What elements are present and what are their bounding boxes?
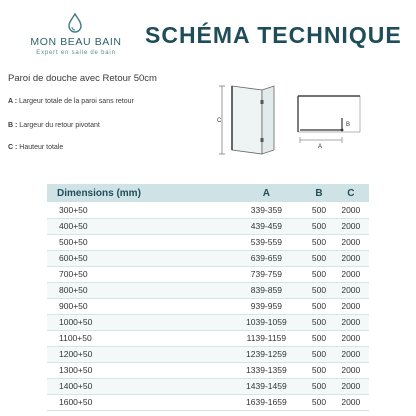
- table-row: [47, 218, 369, 234]
- cell-a: 439-459: [227, 218, 305, 234]
- brand-logo: [14, 12, 138, 62]
- cell-dimensions: 300+50: [47, 202, 227, 218]
- cell-dimensions: 900+50: [47, 298, 227, 314]
- cell-dimensions: 400+50: [47, 218, 227, 234]
- table-row: [47, 314, 369, 330]
- cell-a: 1339-1359: [227, 362, 305, 378]
- cell-a: 839-859: [227, 282, 305, 298]
- table-row: [47, 346, 369, 362]
- header-b: B: [305, 184, 332, 202]
- cell-b: 500: [305, 234, 332, 250]
- cell-a: 1039-1059: [227, 314, 305, 330]
- cell-c: 2000: [333, 234, 369, 250]
- cell-a: 1639-1659: [227, 394, 305, 410]
- water-drop-icon: [64, 12, 86, 34]
- cell-c: 2000: [333, 218, 369, 234]
- cell-b: 500: [305, 394, 332, 410]
- cell-b: 500: [305, 250, 332, 266]
- cell-a: 1239-1259: [227, 346, 305, 362]
- cell-c: 2000: [333, 298, 369, 314]
- cell-dimensions: 700+50: [47, 266, 227, 282]
- cell-dimensions: 800+50: [47, 282, 227, 298]
- cell-dimensions: 500+50: [47, 234, 227, 250]
- cell-c: 2000: [333, 378, 369, 394]
- cell-dimensions: 1600+50: [47, 394, 227, 410]
- cell-dimensions: 1400+50: [47, 378, 227, 394]
- cell-dimensions: 1200+50: [47, 346, 227, 362]
- cell-b: 500: [305, 202, 332, 218]
- cell-a: 539-559: [227, 234, 305, 250]
- front-view-diagram: [214, 80, 286, 162]
- cell-dimensions: 600+50: [47, 250, 227, 266]
- brand-tagline: Expert en salle de bain: [36, 50, 116, 56]
- cell-c: 2000: [333, 266, 369, 282]
- top-view-diagram: [296, 92, 366, 152]
- table-row: [47, 282, 369, 298]
- cell-c: 2000: [333, 282, 369, 298]
- cell-a: 939-959: [227, 298, 305, 314]
- cell-dimensions: 1000+50: [47, 314, 227, 330]
- legend-item-c: [8, 144, 208, 151]
- cell-a: 739-759: [227, 266, 305, 282]
- legend-text-b: Largeur du retour pivotant: [19, 122, 100, 129]
- cell-c: 2000: [333, 314, 369, 330]
- legend-key-b: B :: [8, 122, 18, 129]
- legend-key-c: C :: [8, 144, 18, 151]
- shower-tray-outline: [298, 96, 360, 132]
- cell-b: 500: [305, 218, 332, 234]
- cell-b: 500: [305, 346, 332, 362]
- cell-c: 2000: [333, 250, 369, 266]
- cell-a: 339-359: [227, 202, 305, 218]
- cell-a: 639-659: [227, 250, 305, 266]
- cell-dimensions: 1300+50: [47, 362, 227, 378]
- dimension-label-b: B: [346, 122, 351, 128]
- header-a: A: [227, 184, 305, 202]
- table-row: [47, 234, 369, 250]
- table-row: [47, 298, 369, 314]
- legend-text-c: Hauteur totale: [19, 144, 64, 151]
- cell-b: 500: [305, 282, 332, 298]
- hinge-bottom: [261, 138, 264, 142]
- cell-dimensions: 1100+50: [47, 330, 227, 346]
- cell-c: 2000: [333, 202, 369, 218]
- table-row: [47, 250, 369, 266]
- brand-name: MON BEAU BAIN: [30, 36, 122, 48]
- legend-text-a: Largeur totale de la paroi sans retour: [19, 98, 134, 105]
- cell-c: 2000: [333, 362, 369, 378]
- header-c: C: [333, 184, 369, 202]
- header-dimensions: Dimensions (mm): [47, 184, 227, 202]
- product-subtitle: Paroi de douche avec Retour 50cm: [8, 73, 157, 84]
- pivot-point: [341, 129, 344, 132]
- table-row: [47, 362, 369, 378]
- dimension-label-c: C: [217, 118, 222, 124]
- cell-a: 1139-1159: [227, 330, 305, 346]
- dimension-label-a: A: [318, 144, 323, 150]
- legend-item-b: [8, 122, 208, 129]
- table-row: [47, 330, 369, 346]
- cell-c: 2000: [333, 394, 369, 410]
- table-row: [47, 394, 369, 410]
- table-row: [47, 202, 369, 218]
- return-glass-panel: [262, 86, 274, 154]
- table-row: [47, 378, 369, 394]
- cell-c: 2000: [333, 346, 369, 362]
- cell-a: 1439-1459: [227, 378, 305, 394]
- cell-b: 500: [305, 330, 332, 346]
- cell-b: 500: [305, 298, 332, 314]
- cell-b: 500: [305, 378, 332, 394]
- table-row: [47, 266, 369, 282]
- cell-b: 500: [305, 266, 332, 282]
- table-header-row: [47, 184, 369, 202]
- cell-b: 500: [305, 362, 332, 378]
- legend-key-a: A :: [8, 98, 18, 105]
- fixed-glass-panel: [232, 86, 262, 154]
- page-title: SCHÉMA TECHNIQUE: [145, 22, 402, 48]
- cell-c: 2000: [333, 330, 369, 346]
- hinge-top: [261, 100, 264, 104]
- legend-item-a: [8, 98, 208, 105]
- cell-b: 500: [305, 314, 332, 330]
- dimensions-table: [47, 184, 369, 411]
